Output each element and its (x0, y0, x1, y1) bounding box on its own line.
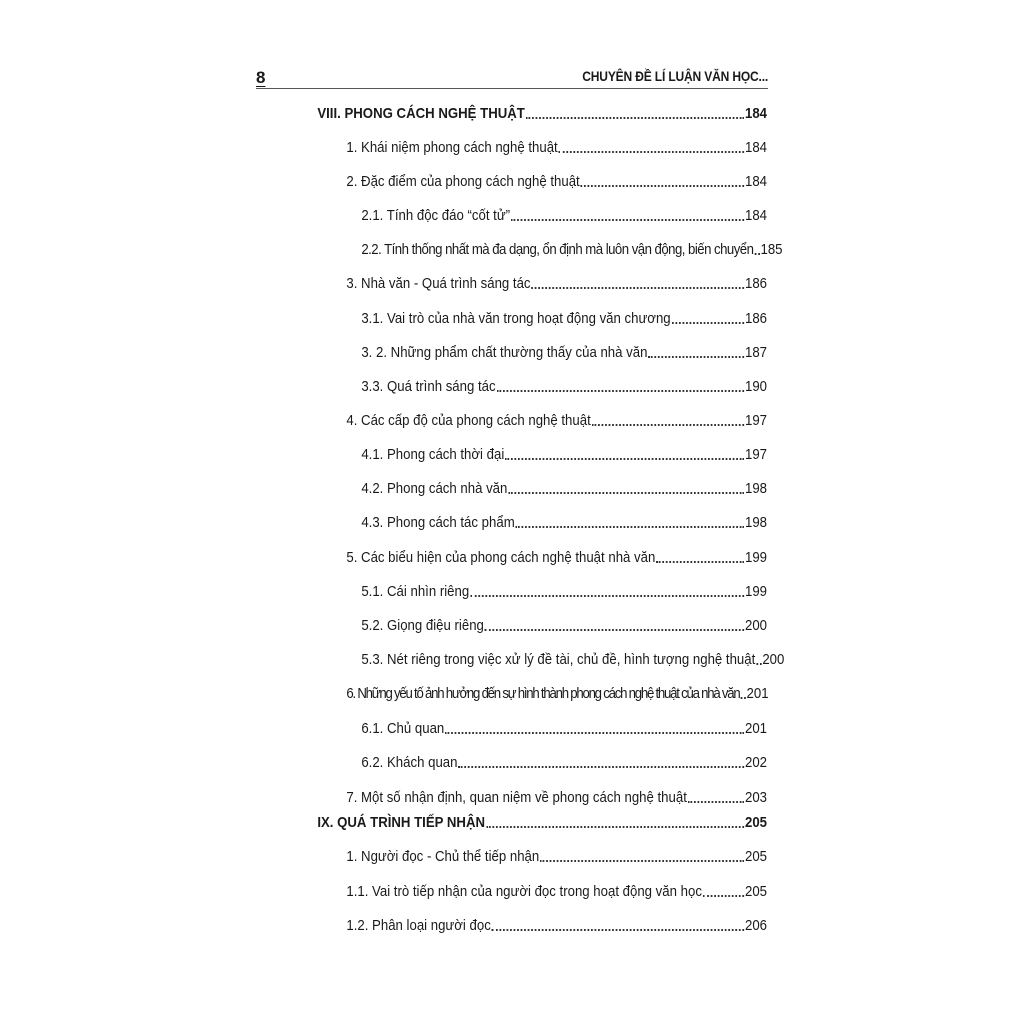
dot-leader (754, 252, 759, 255)
toc-entry (361, 240, 783, 260)
toc-entry-title: 5.2. Giọng điệu riêng (361, 617, 484, 634)
toc-entry-page: 197 (744, 412, 767, 429)
toc-entry-page: 202 (744, 754, 767, 771)
toc-entry-title: VIII. PHONG CÁCH NGHỆ THUẬT (317, 105, 525, 122)
dot-leader (688, 800, 744, 803)
dot-leader (516, 525, 745, 528)
toc-entry-page: 184 (744, 173, 767, 190)
toc-entry-title: 4.1. Phong cách thời đại (361, 446, 505, 463)
toc-entry-page: 185 (760, 241, 783, 258)
toc-entry-page: 184 (744, 105, 767, 122)
toc-entry (317, 104, 767, 124)
toc-entry-title: 1. Khái niệm phong cách nghệ thuật (346, 139, 558, 156)
toc-entry (346, 274, 767, 294)
toc-entry (346, 172, 767, 192)
toc-entry (361, 616, 767, 636)
toc-entry (346, 916, 767, 936)
dot-leader (470, 594, 744, 597)
toc-entry-title: 4. Các cấp độ của phong cách nghệ thuật (346, 412, 591, 429)
toc-entry (361, 513, 767, 533)
dot-leader (508, 491, 744, 494)
dot-leader (458, 765, 744, 768)
dot-leader (505, 457, 744, 460)
toc-entry-title: 1.2. Phân loại người đọc (346, 917, 491, 934)
dot-leader (531, 286, 744, 289)
toc-entry (361, 343, 767, 363)
toc-entry-page: 197 (744, 446, 767, 463)
toc-entry-title: 3.3. Quá trình sáng tác (361, 378, 496, 395)
toc-entry-title: IX. QUÁ TRÌNH TIẾP NHẬN (317, 814, 486, 831)
page-number: 8 (256, 68, 266, 87)
toc-entry-page: 200 (762, 651, 785, 668)
toc-entry-title: 3. Nhà văn - Quá trình sáng tác (346, 275, 531, 292)
toc-entry-page: 184 (744, 139, 767, 156)
toc-entry-page: 203 (744, 789, 767, 806)
toc-entry (346, 138, 767, 158)
toc-entry-title: 2.1. Tính độc đáo “cốt tử” (361, 207, 511, 224)
toc-entry-page: 186 (744, 310, 767, 327)
toc-entry-page: 201 (744, 720, 767, 737)
toc-entry (346, 548, 767, 568)
toc-entry-title: 5.1. Cái nhìn riêng (361, 583, 470, 600)
dot-leader (511, 218, 744, 221)
toc-entry (361, 719, 767, 739)
toc-entry (361, 309, 767, 329)
dot-leader (445, 731, 744, 734)
dot-leader (485, 628, 744, 631)
toc-entry (346, 788, 767, 808)
toc-entry-title: 4.2. Phong cách nhà văn (361, 480, 508, 497)
running-title: CHUYÊN ĐỀ LÍ LUẬN VĂN HỌC... (582, 68, 768, 84)
dot-leader (559, 150, 744, 153)
toc-entry-title: 6.1. Chủ quan (361, 720, 445, 737)
dot-leader (592, 423, 744, 426)
toc-entry (361, 753, 767, 773)
dot-leader (540, 859, 744, 862)
toc-entry (346, 411, 767, 431)
dot-leader (656, 560, 744, 563)
toc-entry-title: 5. Các biểu hiện của phong cách nghệ thuật nhà văn (346, 549, 656, 566)
toc-entry-title: 1.1. Vai trò tiếp nhận của người đọc trong hoạt động văn học (346, 883, 702, 900)
toc-entry-title: 2.2. Tính thống nhất mà đa dạng, ổn định mà luôn vận động, biến chuyển (361, 241, 754, 258)
toc-entry-page: 205 (744, 814, 767, 831)
dot-leader (581, 184, 744, 187)
toc-entry-page: 190 (744, 378, 767, 395)
toc-entry (346, 684, 767, 704)
toc-entry-title: 4.3. Phong cách tác phẩm (361, 514, 515, 531)
toc-entry-page: 198 (744, 480, 767, 497)
toc-entry-page: 184 (744, 207, 767, 224)
toc-entry (361, 582, 767, 602)
toc-entry-page: 201 (746, 685, 769, 702)
dot-leader (703, 894, 744, 897)
dot-leader (672, 321, 745, 324)
toc-entry (361, 650, 785, 670)
toc-entry (361, 377, 767, 397)
dot-leader (486, 825, 744, 828)
toc-entry-page: 199 (744, 583, 767, 600)
toc-entry (346, 847, 767, 867)
toc-entry-page: 200 (744, 617, 767, 634)
dot-leader (496, 389, 744, 392)
toc-entry-page: 198 (744, 514, 767, 531)
toc-entry-title: 6.2. Khách quan (361, 754, 458, 771)
toc-entry-page: 186 (744, 275, 767, 292)
dot-leader (492, 928, 744, 931)
toc-entry-title: 6. Những yếu tố ảnh hưởng đến sự hình thành phong cách nghệ thuật của nhà văn (346, 685, 740, 702)
toc-entry (361, 206, 767, 226)
toc-entry-page: 199 (744, 549, 767, 566)
toc-entry (346, 882, 767, 902)
toc-entry-page: 206 (744, 917, 767, 934)
toc-entry (361, 445, 767, 465)
toc-entry-page: 187 (744, 344, 767, 361)
toc-entry (361, 479, 767, 499)
toc-entry-title: 3.1. Vai trò của nhà văn trong hoạt động văn chương (361, 310, 671, 327)
toc-entry-title: 2. Đặc điểm của phong cách nghệ thuật (346, 173, 580, 190)
toc-entry-title: 5.3. Nét riêng trong việc xử lý đề tài, chủ đề, hình tượng nghệ thuật (361, 651, 756, 668)
toc-entry-page: 205 (744, 848, 767, 865)
toc-entry (317, 813, 767, 833)
toc-entry-title: 1. Người đọc - Chủ thể tiếp nhận (346, 848, 540, 865)
toc-entry-title: 7. Một số nhận định, quan niệm về phong cách nghệ thuật (346, 789, 687, 806)
dot-leader (526, 116, 744, 119)
toc-entry-title: 3. 2. Những phẩm chất thường thấy của nhà văn (361, 344, 648, 361)
toc-entry-page: 205 (744, 883, 767, 900)
dot-leader (740, 696, 745, 699)
dot-leader (648, 355, 744, 358)
dot-leader (756, 662, 761, 665)
